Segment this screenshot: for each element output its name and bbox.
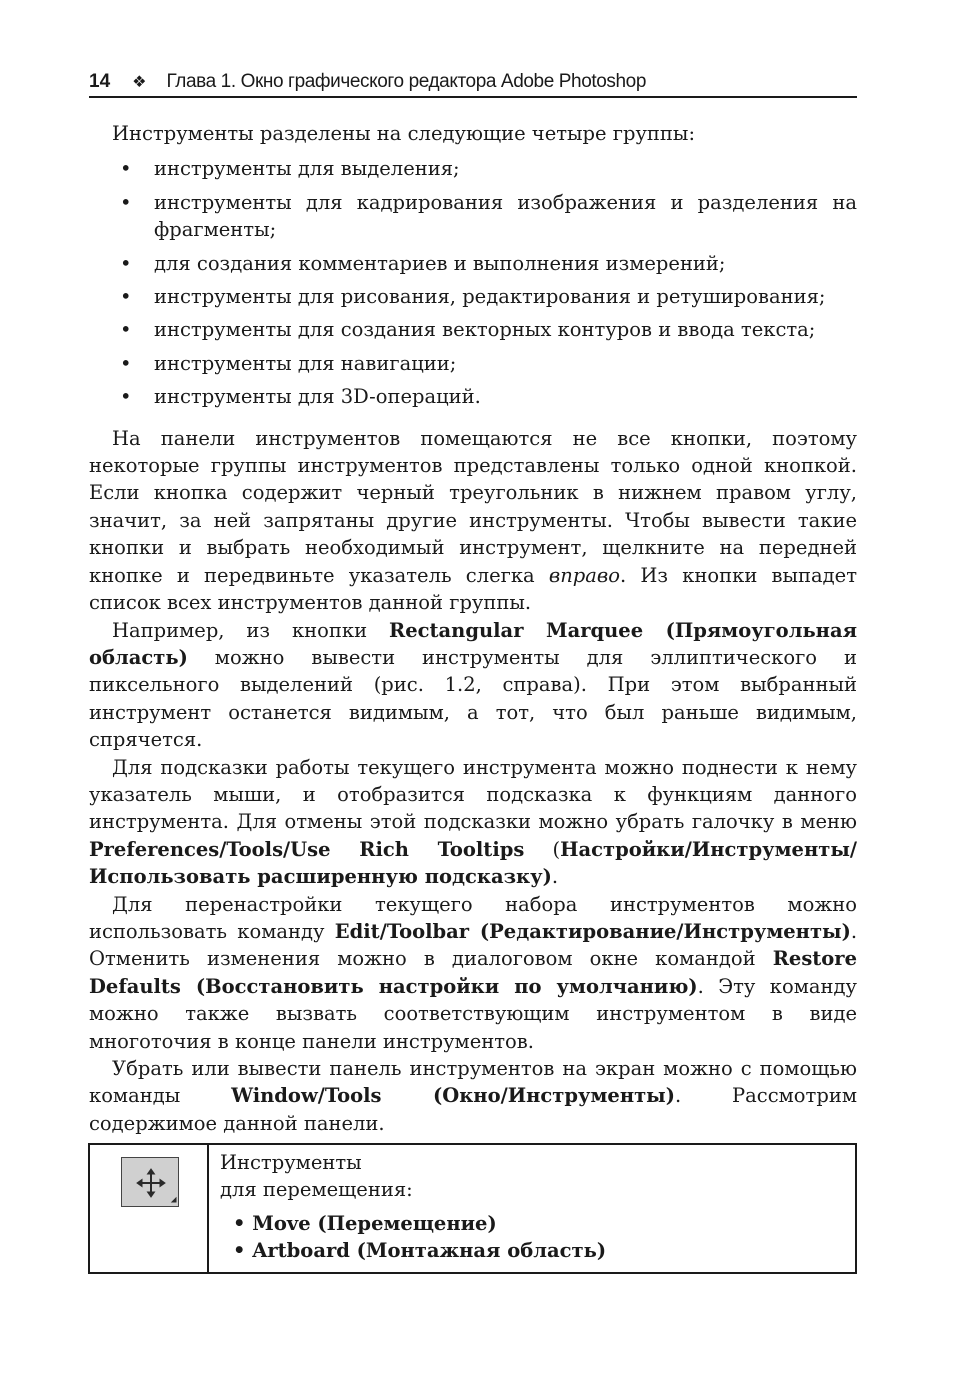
tool-table: [88, 1143, 857, 1274]
page-number: 14: [89, 71, 111, 92]
ornament-separator: ❖: [132, 74, 147, 91]
term-rectangular-marquee: Rectangular Marquee (Прямоугольная область): [89, 618, 857, 669]
list-item: • инструменты для кадрирования изображения и разделения на фрагменты;: [154, 189, 857, 244]
tool-group-title-cont: для перемещения:: [220, 1178, 413, 1202]
table-row: [89, 1144, 856, 1273]
paragraph-window-tools: Убрать или вывести панель инструментов на экран можно с помощью команды Window/Tools (Окно/Инструменты). Рассмотрим содержимое данной панели.: [89, 1057, 857, 1135]
emphasis-right: вправо: [548, 563, 620, 587]
tool-group-title: Инструменты: [220, 1151, 362, 1174]
list-item: • инструменты для 3D-операций.: [154, 383, 857, 410]
term-preferences-path: Preferences/Tools/Use Rich Tooltips: [89, 837, 525, 861]
list-item: • для создания комментариев и выполнения измерений;: [154, 250, 857, 277]
chapter-title: Глава 1. Окно графического редактора Adobe Photoshop: [166, 71, 647, 92]
paragraph-marquee-example: Например, из кнопки Rectangular Marquee (Прямоугольная область) можно вывести инструменты для эллиптического и пиксельного выделений (рис. 1.2, справа). При этом выбранный инструмент останется видимым, а тот, что был раньше видимым, спрячется.: [89, 618, 857, 752]
paragraph-tooltips: Для подсказки работы текущего инструмента можно поднести к нему указатель мыши, и отобразится подсказка к функциям данного инструмента. Для отмены этой подсказки можно убрать галочку в меню Preferences/Tools/Use Rich Tooltips (Настройки/Инструменты/Использовать расширенную подсказку).: [89, 755, 857, 889]
paragraph-toolbar-edit: Для перенастройки текущего набора инструментов можно использовать команду Edit/Toolbar (Редактирование/Инструменты). Отменить изменения можно в диалоговом окне командой Restore Defaults (Восстановить настройки по умолчанию). Эту команду можно также вызвать соответствующим инструментом в виде многоточия в конце панели инструментов.: [89, 892, 858, 1053]
tool-groups-list: [89, 155, 857, 410]
list-item: • инструменты для создания векторных контуров и ввода текста;: [154, 316, 857, 343]
body-text: [89, 120, 857, 1137]
tool-icon-cell: [89, 1144, 208, 1273]
tool-description-cell: [208, 1144, 856, 1273]
paragraph-hidden-tools: На панели инструментов помещаются не все кнопки, поэтому некоторые группы инструментов представлены только одной кнопкой. Если кнопка содержит черный треугольник в нижнем правом углу, значит, за ней запрятаны другие инструменты. Чтобы вывести такие кнопки и выбрать необходимый инструмент, щелкните на передней кнопке и передвиньте указатель слегка вправо. Из кнопки выпадет список всех инструментов данной группы.: [89, 426, 857, 615]
running-header: [89, 68, 857, 98]
term-restore-defaults: Restore Defaults (Восстановить настройки по умолчанию): [89, 947, 857, 998]
term-edit-toolbar: Edit/Toolbar (Редактирование/Инструменты): [334, 919, 851, 943]
list-item: • инструменты для рисования, редактирования и ретуширования;: [154, 283, 857, 310]
list-item: • Move (Перемещение): [233, 1210, 855, 1237]
term-preferences-path-ru: Настройки/Инструменты/Использовать расширенную подсказку): [89, 837, 857, 889]
intro-paragraph: Инструменты разделены на следующие четыре группы:: [112, 122, 696, 145]
move-tool-icon: [121, 1157, 179, 1207]
list-item: • инструменты для выделения;: [154, 155, 857, 182]
list-item: • инструменты для навигации;: [154, 350, 857, 377]
term-window-tools: Window/Tools (Окно/Инструменты): [231, 1084, 675, 1108]
tool-items-list: [220, 1210, 855, 1265]
list-item: • Artboard (Монтажная область): [233, 1237, 855, 1264]
